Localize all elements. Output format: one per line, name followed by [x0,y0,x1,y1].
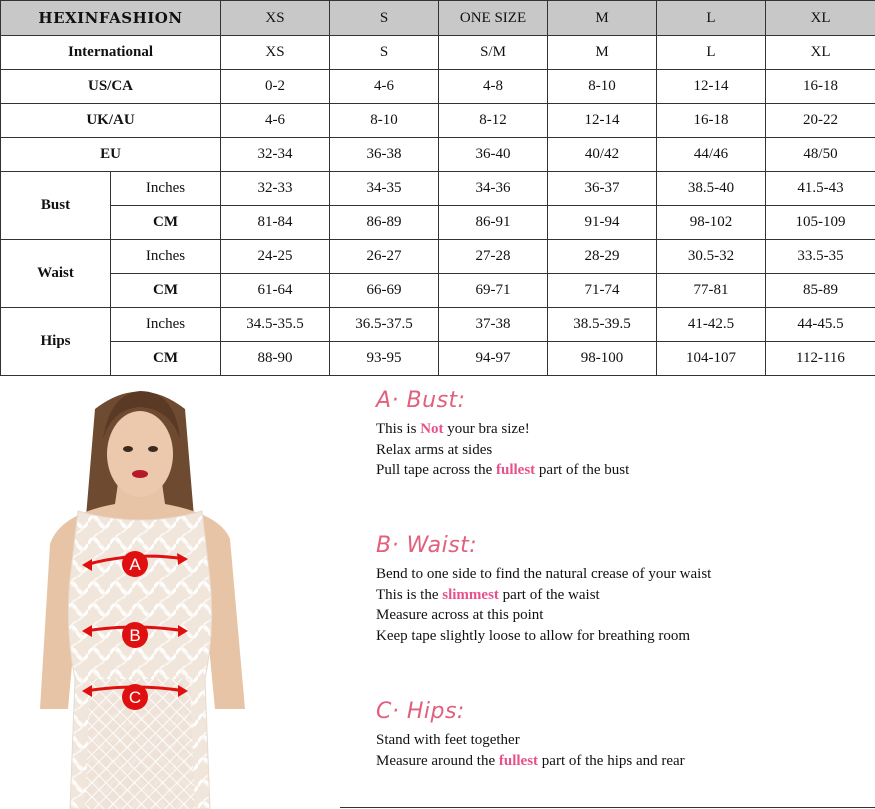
unit-label: CM [111,206,221,240]
table-cell: 81-84 [221,206,330,240]
bust-guide-line [376,460,856,481]
table-cell: 34-36 [439,172,548,206]
table-cell: 77-81 [657,274,766,308]
bust-guide-title: A· Bust: [376,388,466,413]
table-row [1,274,875,308]
table-row [1,104,875,138]
table-row [1,308,875,342]
table-cell: 104-107 [657,342,766,376]
table-cell: 41-42.5 [657,308,766,342]
guide-text: part of the bust [535,462,630,479]
table-cell: 41.5-43 [766,172,875,206]
table-cell: 93-95 [330,342,439,376]
table-cell: 71-74 [548,274,657,308]
table-cell: 44-45.5 [766,308,875,342]
size-header: ONE SIZE [439,1,548,36]
table-cell: 20-22 [766,104,875,138]
table-cell: 30.5-32 [657,240,766,274]
hips-guide [376,699,856,771]
size-header: S [330,1,439,36]
size-header: M [548,1,657,36]
table-cell: 16-18 [766,70,875,104]
table-cell: 33.5-35 [766,240,875,274]
table-cell: 36-37 [548,172,657,206]
measure-label: Waist [1,240,111,308]
table-cell: 0-2 [221,70,330,104]
table-row [1,240,875,274]
brand-name: HEXINFASHION [1,1,221,36]
table-cell: 37-38 [439,308,548,342]
eye-shape [123,446,133,452]
guide-text: Pull tape across the [376,462,496,479]
size-header: L [657,1,766,36]
guide-text: part of the waist [498,586,600,603]
table-cell: XS [221,36,330,70]
table-cell: 24-25 [221,240,330,274]
row-label: EU [1,138,221,172]
table-cell: 66-69 [330,274,439,308]
table-cell: 28-29 [548,240,657,274]
row-label: US/CA [1,70,221,104]
row-label: International [1,36,221,70]
model-photo [0,379,340,809]
table-cell: 88-90 [221,342,330,376]
table-cell: 4-6 [221,104,330,138]
table-cell: 27-28 [439,240,548,274]
unit-label: Inches [111,308,221,342]
table-cell: 34-35 [330,172,439,206]
table-cell: 38.5-40 [657,172,766,206]
table-cell: 44/46 [657,138,766,172]
waist-guide-line: Keep tape slightly loose to allow for breathing room [376,628,691,645]
waist-guide-title: B· Waist: [376,533,478,558]
table-row [1,172,875,206]
table-cell: 98-102 [657,206,766,240]
table-cell: 105-109 [766,206,875,240]
size-header: XS [221,1,330,36]
table-cell: 12-14 [657,70,766,104]
table-cell: 16-18 [657,104,766,138]
table-cell: 34.5-35.5 [221,308,330,342]
table-cell: 61-64 [221,274,330,308]
lips-shape [132,470,148,478]
table-cell: 94-97 [439,342,548,376]
table-cell: 36.5-37.5 [330,308,439,342]
row-label: UK/AU [1,104,221,138]
unit-label: CM [111,342,221,376]
table-cell: 38.5-39.5 [548,308,657,342]
table-cell: 32-34 [221,138,330,172]
waist-guide-line [376,585,856,606]
table-cell: 112-116 [766,342,875,376]
guide-text: part of the hips and rear [538,752,685,769]
guide-highlight: slimmest [442,586,499,603]
model-illustration [0,379,340,809]
table-cell: L [657,36,766,70]
unit-label: Inches [111,240,221,274]
eye-shape [148,446,158,452]
bust-guide [376,388,856,481]
table-cell: 48/50 [766,138,875,172]
table-cell: S/M [439,36,548,70]
hips-guide-title: C· Hips: [376,699,465,724]
table-row [1,70,875,104]
measure-label: Hips [1,308,111,376]
table-cell: 4-8 [439,70,548,104]
table-cell: XL [766,36,875,70]
table-row [1,206,875,240]
table-row [1,342,875,376]
size-header: XL [766,1,875,36]
unit-label: Inches [111,172,221,206]
hips-guide-line: Stand with feet together [376,732,520,748]
waist-guide-line: Measure across at this point [376,607,544,624]
guide-text: Measure around the [376,752,499,769]
table-row [1,36,875,70]
bust-guide-line [376,419,856,440]
table-cell: 86-91 [439,206,548,240]
guide-text: your bra size! [443,421,530,437]
table-cell: M [548,36,657,70]
bottom-divider [340,807,875,808]
table-cell: 8-10 [330,104,439,138]
guide-highlight: fullest [498,752,539,769]
table-cell: 8-12 [439,104,548,138]
marker-c-label: C [128,688,142,707]
table-cell: 40/42 [548,138,657,172]
table-cell: 4-6 [330,70,439,104]
marker-a-label: A [129,555,141,574]
guide-text: This is the [376,586,443,603]
guide-text: This is [376,421,421,437]
table-cell: 36-40 [439,138,548,172]
size-chart-table [0,0,875,376]
table-cell: 69-71 [439,274,548,308]
table-cell: 98-100 [548,342,657,376]
table-cell: 85-89 [766,274,875,308]
table-cell: 12-14 [548,104,657,138]
table-cell: S [330,36,439,70]
table-row [1,138,875,172]
table-cell: 91-94 [548,206,657,240]
guide-highlight: Not [420,421,444,437]
table-cell: 36-38 [330,138,439,172]
bust-guide-line: Relax arms at sides [376,441,493,458]
guide-highlight: fullest [495,462,536,479]
waist-guide-line: Bend to one side to find the natural crease of your waist [376,566,712,582]
table-cell: 86-89 [330,206,439,240]
header-row [1,1,875,36]
table-cell: 32-33 [221,172,330,206]
waist-guide [376,533,856,647]
table-cell: 26-27 [330,240,439,274]
table-cell: 8-10 [548,70,657,104]
hips-guide-line [376,751,856,772]
measure-label: Bust [1,172,111,240]
marker-b-label: B [129,626,141,645]
unit-label: CM [111,274,221,308]
face-shape [107,411,173,497]
